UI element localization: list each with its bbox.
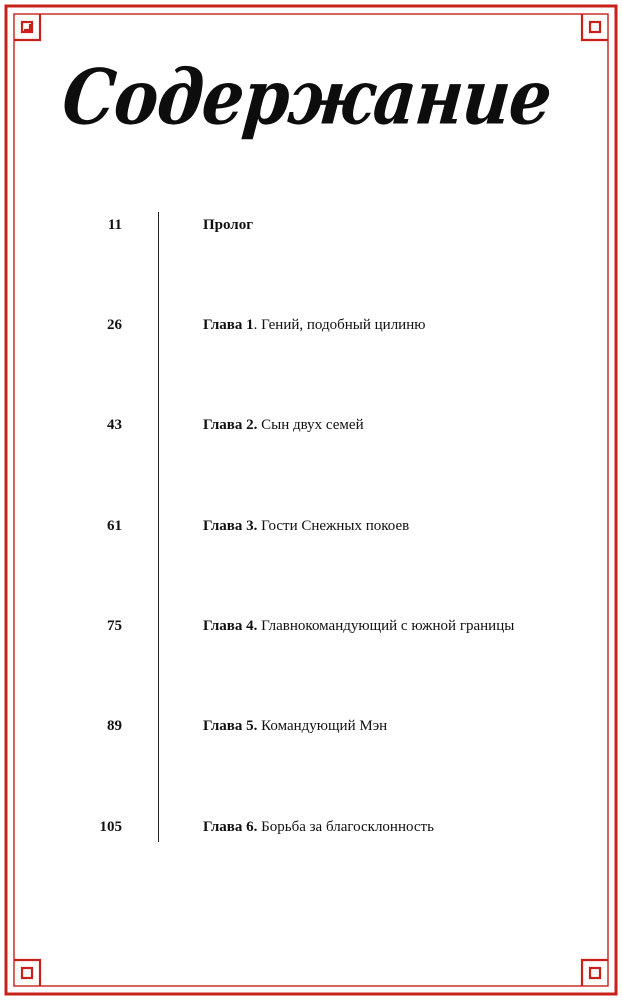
chapter-label: Глава 3. [203, 518, 258, 534]
chapter-subtitle: Гости Снежных покоев [261, 518, 410, 534]
chapter-label: Пролог [203, 217, 254, 233]
page-number: 26 [107, 317, 122, 333]
separator: . [253, 317, 262, 333]
chapter-subtitle: Борьба за благосклонность [261, 819, 434, 835]
toc-entry-chapter-4[interactable] [0, 618, 622, 642]
page-number: 11 [107, 217, 122, 233]
page-number: 89 [107, 718, 122, 734]
chapter-label: Глава 1 [203, 317, 254, 333]
toc-entry-chapter-5[interactable] [0, 718, 622, 742]
entry-text [203, 819, 434, 836]
chapter-subtitle: Командующий Мэн [261, 718, 388, 734]
page-number: 75 [107, 618, 122, 634]
entry-text [203, 317, 425, 334]
entry-text [203, 417, 364, 434]
chapter-label: Глава 4. [203, 618, 258, 634]
page-number: 105 [99, 819, 122, 835]
chapter-subtitle: Главнокомандующий с южной границы [261, 618, 515, 634]
toc-entry-chapter-3[interactable] [0, 518, 622, 542]
chapter-subtitle: Гений, подобный цилиню [261, 317, 426, 333]
chapter-label: Глава 5. [203, 718, 258, 734]
chapter-subtitle: Сын двух семей [261, 417, 364, 433]
toc-entry-prologue[interactable] [0, 217, 622, 241]
entry-text [203, 618, 514, 635]
toc-entry-chapter-1[interactable] [0, 317, 622, 341]
toc-entry-chapter-2[interactable] [0, 417, 622, 441]
page-title: Содержание [58, 52, 555, 142]
chapter-label: Глава 2. [203, 417, 258, 433]
page-number: 43 [107, 417, 122, 433]
entry-text [203, 518, 409, 535]
entry-text [203, 718, 387, 735]
page-number: 61 [107, 518, 122, 534]
entry-text [203, 217, 253, 234]
toc-entry-chapter-6[interactable] [0, 819, 622, 843]
chapter-label: Глава 6. [203, 819, 258, 835]
